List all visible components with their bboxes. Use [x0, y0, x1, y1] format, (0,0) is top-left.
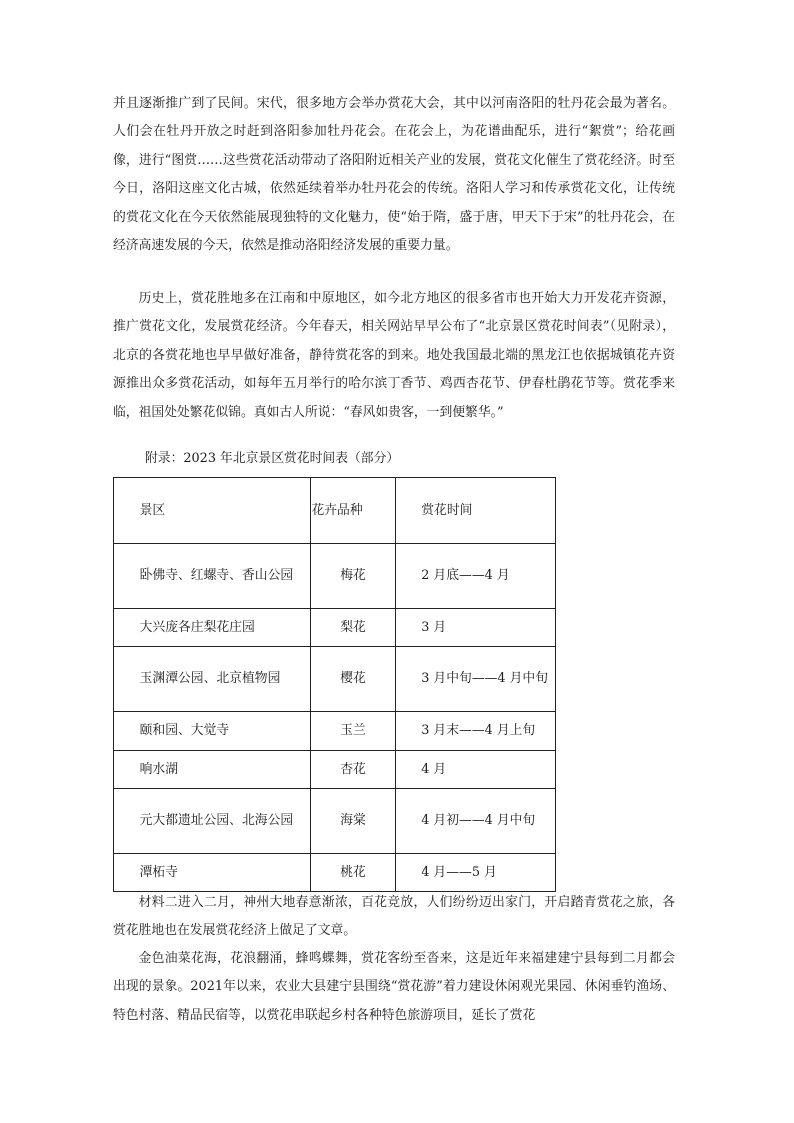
- row-time: 2 月底——4 月: [395, 544, 555, 609]
- flower-viewing-schedule-table: [113, 477, 556, 892]
- paragraph-material-two: 材料二进入二月，神州大地春意渐浓，百花竞放，人们纷纷迈出家门，开启踏青赏花之旅，各赏花胜地也在发展赏花经济上做足了文章。: [113, 895, 675, 939]
- row-time: 4 月——5 月: [395, 854, 555, 892]
- row-area: 卧佛寺、红螺寺、香山公园: [114, 544, 311, 609]
- row-area: 颐和园、大觉寺: [114, 712, 311, 751]
- row-flower: 梨花: [311, 609, 395, 647]
- header-time: 赏花时间: [395, 478, 555, 544]
- row-area: 潭柘寺: [114, 854, 311, 892]
- row-time: 4 月: [395, 751, 555, 789]
- row-time: 3 月: [395, 609, 555, 647]
- table-row: [114, 789, 556, 854]
- row-flower: 梅花: [311, 544, 395, 609]
- table-row: [114, 609, 556, 647]
- row-flower: 玉兰: [311, 712, 395, 751]
- row-area: 大兴庞各庄梨花庄园: [114, 609, 311, 647]
- row-flower: 杏花: [311, 751, 395, 789]
- table-row: [114, 712, 556, 751]
- table-row: [114, 647, 556, 712]
- row-area: 元大都遗址公园、北海公园: [114, 789, 311, 854]
- table-row: [114, 751, 556, 789]
- table-row: [114, 544, 556, 609]
- row-area: 响水湖: [114, 751, 311, 789]
- paragraph-peony-festival: 并且逐渐推广到了民间。宋代，很多地方会举办赏花大会，其中以河南洛阳的牡丹花会最为著名。人们会在牡丹开放之时赶到洛阳参加牡丹花会。在花会上，为花谱曲配乐，进行“絮赏”；给花画像，进行“图赏……这些赏花活动带动了洛阳附近相关产业的发展，赏花文化催生了赏花经济。时至今日，洛阳这座文化古城，依然延续着举办牡丹花会的传统。洛阳人学习和传承赏花文化，让传统的赏花文化在今天依然能展现独特的文化魅力，使“始于隋，盛于唐，甲天下于宋”的牡丹花会，在经济高速发展的今天，依然是推动洛阳经济发展的重要力量。: [113, 96, 675, 254]
- row-time: 3 月末——4 月上旬: [395, 712, 555, 751]
- header-area: 景区: [114, 478, 311, 544]
- row-time: 3 月中旬——4 月中旬: [395, 647, 555, 712]
- appendix-caption: 附录：2023 年北京景区赏花时间表（部分）: [145, 451, 400, 466]
- paragraph-jianning-county: 金色油菜花海，花浪翻涌，蜂鸣蝶舞，赏花客纷至沓来，这是近年来福建建宁县每到二月都会出现的景象。2021年以来，农业大县建宁县围绕“赏花游”着力建设休闲观光果园、休闲垂钓渔场、特色村落、精品民宿等，以赏花串联起乡村各种特色旅游项目，延长了赏花: [113, 951, 675, 1023]
- row-time: 4 月初——4 月中旬: [395, 789, 555, 854]
- row-flower: 海棠: [311, 789, 395, 854]
- row-area: 玉渊潭公园、北京植物园: [114, 647, 311, 712]
- row-flower: 樱花: [311, 647, 395, 712]
- header-flower: 花卉品种: [311, 478, 395, 544]
- paragraph-north-flower-economy: 历史上，赏花胜地多在江南和中原地区，如今北方地区的很多省市也开始大力开发花卉资源，推广赏花文化，发展赏花经济。今年春天，相关网站早早公布了“北京景区赏花时间表”（见附录），北京的各赏花地也早早做好准备，静待赏花客的到来。地处我国最北端的黑龙江也依据城镇花卉资源推出众多赏花活动，如每年五月举行的哈尔滨丁香节、鸡西杏花节、伊春杜鹃花节等。赏花季来临，祖国处处繁花似锦。真如古人所说：“春风如贵客，一到便繁华。”: [113, 291, 675, 420]
- table-header-row: [114, 478, 556, 544]
- table-row: [114, 854, 556, 892]
- row-flower: 桃花: [311, 854, 395, 892]
